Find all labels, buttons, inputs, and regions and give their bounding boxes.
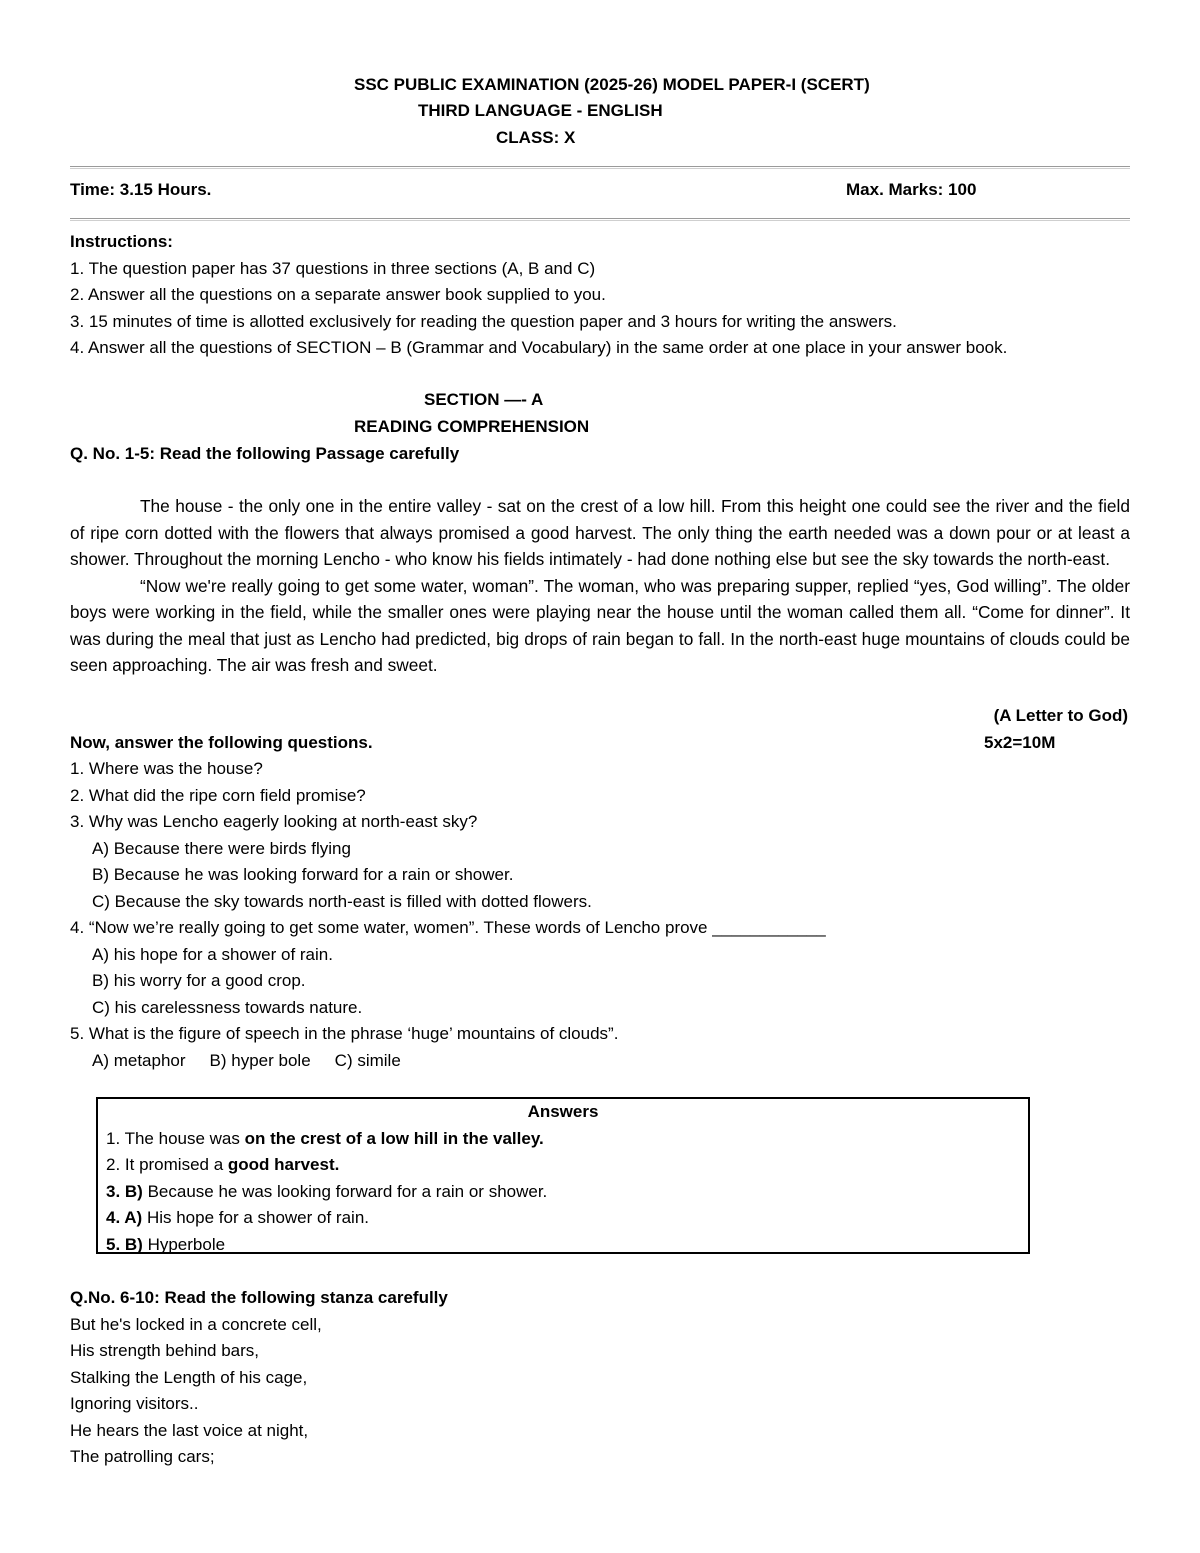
stanza-line: But he's locked in a concrete cell, [70,1314,322,1334]
instruction-item: 1. The question paper has 37 questions in three sections (A, B and C) [70,258,596,278]
answers-title: Answers [527,1102,599,1121]
passage-paragraph: The house - the only one in the entire valley - sat on the crest of a low hill. From this height one could see the river and the field of ripe corn dotted with the flowers that always promised a good harvest. The only thing the earth needed was a down pour or at least a shower. Throughout the morning Lencho - who know his fields intimately - had done nothing else but see the sky towards the north-east. [70,496,1130,569]
stanza-line: His strength behind bars, [70,1341,259,1360]
question-item: 1. Where was the house? [70,759,263,778]
passage-paragraph: “Now we're really going to get some water, woman”. The woman, who was preparing supper, replied “yes, God willing”. The older boys were working in the field, while the smaller ones were playing near the house until the woman called them all. “Come for dinner”. It was during the meal that just as Lencho had predicted, big drops of rain began to fall. In the north-east huge mountains of clouds could be seen approaching. The air was fresh and sweet. [70,575,1130,675]
passage-source: (A Letter to God) [993,706,1128,725]
questions-heading-row [70,730,1130,757]
option-item: A) Because there were birds flying [92,838,351,858]
option-item: B) his worry for a good crop. [92,971,306,990]
paper-class: CLASS: X [496,128,576,147]
paper-subject: THIRD LANGUAGE - ENGLISH [418,101,663,120]
stanza-line: Ignoring visitors.. [70,1394,199,1413]
reading-passage [70,493,1130,679]
option-item: B) Because he was looking forward for a rain or shower. [92,865,514,884]
answer-item: 2. It promised a good harvest. [106,1155,340,1174]
stanza-line: Stalking the Length of his cage, [70,1367,308,1387]
answers-box [96,1097,1030,1254]
max-marks: Max. Marks: 100 [846,180,977,199]
section-a-title: SECTION —- A [424,390,544,409]
stanza-block [70,1285,448,1471]
stanza-line: The patrolling cars; [70,1447,215,1466]
option-item: C) simile [334,1050,401,1070]
divider-top [70,166,1130,169]
question-item: 5. What is the figure of speech in the phrase ‘huge’ mountains of clouds”. [70,1024,619,1043]
option-item: A) his hope for a shower of rain. [92,944,333,964]
inline-options [70,1048,1130,1075]
stanza-line: He hears the last voice at night, [70,1420,309,1440]
exam-meta-row [70,177,1130,204]
questions-list [70,756,1130,1074]
questions-heading: Now, answer the following questions. [70,733,373,752]
option-item: C) his carelessness towards nature. [92,997,363,1017]
option-item: B) hyper bole [209,1050,311,1070]
questions-marks: 5x2=10M [984,733,1056,752]
answer-item: 3. B) Because he was looking forward for a rain or shower. [106,1181,548,1201]
answer-item: 1. The house was on the crest of a low hill in the valley. [106,1128,544,1148]
question-item: 4. “Now we’re really going to get some water, women”. These words of Lencho prove ____________ [70,918,826,937]
instructions-heading: Instructions: [70,232,173,251]
option-item: A) metaphor [92,1050,186,1070]
divider-bottom [70,218,1130,221]
instruction-item: 3. 15 minutes of time is allotted exclusively for reading the question paper and 3 hours for writing the answers. [70,311,897,331]
instruction-item: 2. Answer all the questions on a separate answer book supplied to you. [70,285,606,304]
paper-title: SSC PUBLIC EXAMINATION (2025-26) MODEL PAPER-I (SCERT) [354,75,870,94]
question-item: 3. Why was Lencho eagerly looking at north-east sky? [70,812,478,831]
passage-question-heading: Q. No. 1-5: Read the following Passage carefully [70,444,460,463]
instruction-item: 4. Answer all the questions of SECTION – B (Grammar and Vocabulary) in the same order at one place in your answer book. [70,338,1008,357]
stanza-heading: Q.No. 6-10: Read the following stanza carefully [70,1288,448,1307]
answer-item: 4. A) His hope for a shower of rain. [106,1208,369,1227]
question-item: 2. What did the ripe corn field promise? [70,785,366,805]
option-item: C) Because the sky towards north-east is filled with dotted flowers. [92,891,592,911]
exam-time: Time: 3.15 Hours. [70,180,212,199]
answer-item: 5. B) Hyperbole [106,1234,226,1254]
section-a-subtitle: READING COMPREHENSION [354,417,590,436]
instructions [70,229,1130,362]
